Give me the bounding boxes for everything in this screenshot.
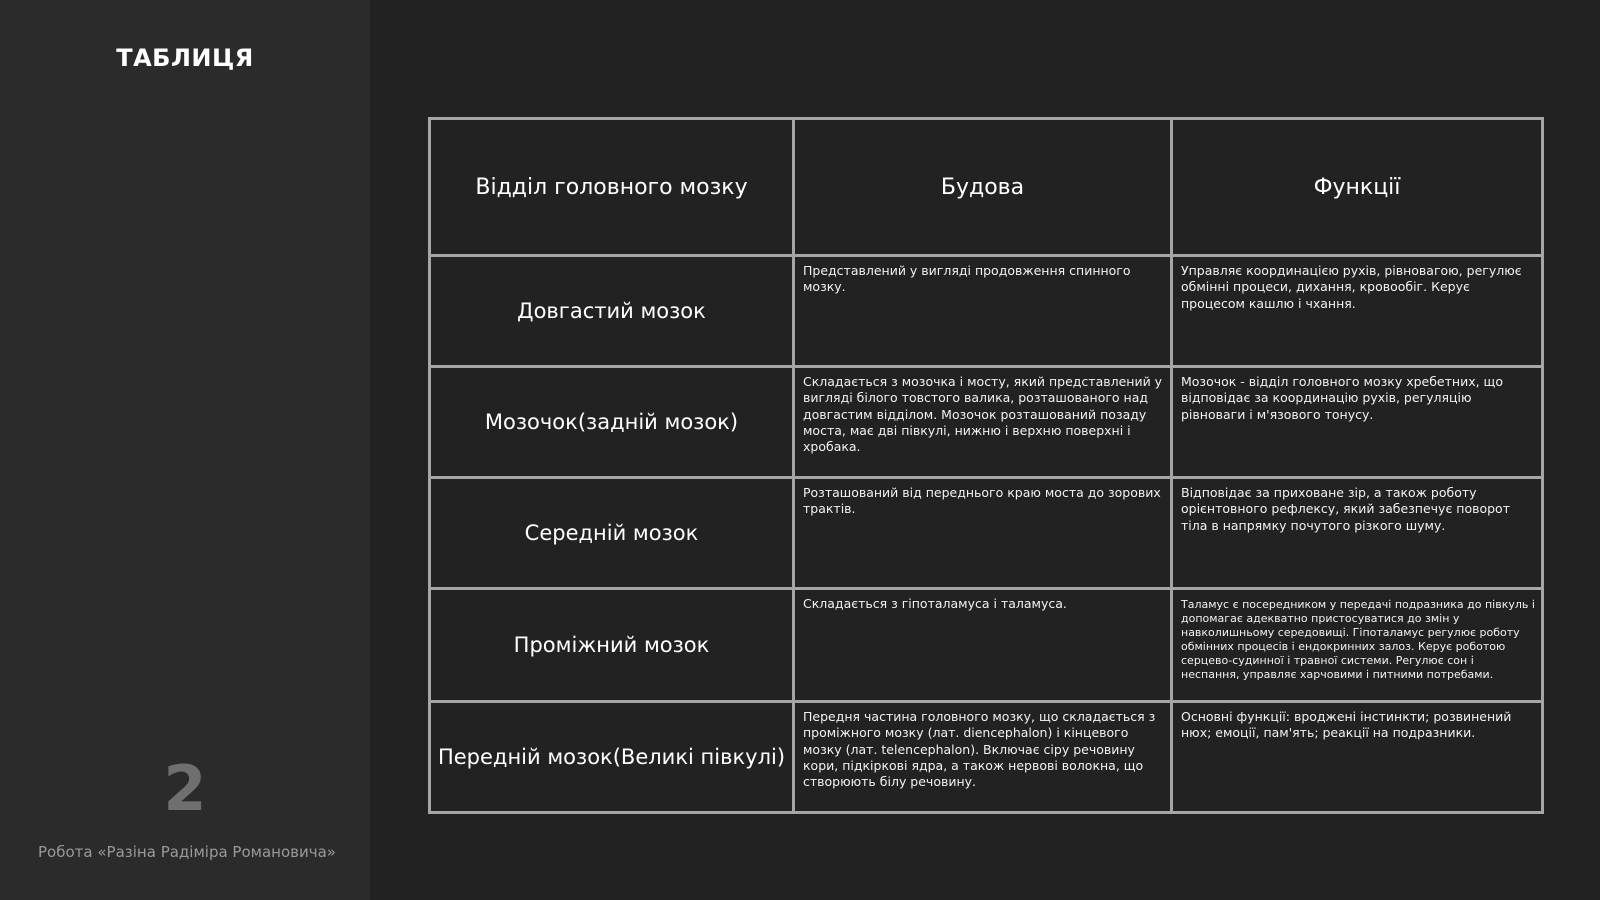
section-cell: Довгастий мозок	[430, 256, 794, 367]
brain-sections-table	[428, 117, 1544, 814]
functions-cell: Відповідає за приховане зір, а також роботу орієнтовного рефлексу, який забезпечує поворот тіла в напрямку почутого різкого шуму.	[1172, 478, 1543, 589]
table-header-row	[430, 119, 1543, 256]
section-cell: Передній мозок(Великі півкулі)	[430, 702, 794, 813]
header-section: Відділ головного мозку	[430, 119, 794, 256]
functions-cell: Мозочок - відділ головного мозку хребетних, що відповідає за координацію рухів, регуляцію рівноваги і м'язового тонусу.	[1172, 367, 1543, 478]
structure-cell: Передня частина головного мозку, що складається з проміжного мозку (лат. diencephalon) і кінцевого мозку (лат. telencephalon). Включає сіру речовину кори, підкіркові ядра, а також нервові волокна, що створюють білу речовину.	[794, 702, 1172, 813]
section-cell: Проміжний мозок	[430, 589, 794, 702]
slide-title: ТАБЛИЦЯ	[116, 44, 254, 72]
table-row	[430, 256, 1543, 367]
page-number: 2	[163, 752, 207, 825]
table-row	[430, 589, 1543, 702]
header-functions: Функції	[1172, 119, 1543, 256]
sidebar	[0, 0, 370, 900]
functions-cell: Таламус є посередником у передачі подразника до півкуль і допомагає адекватно пристосуватися до змін у навколишньому середовищі. Гіпоталамус регулює роботу обмінних процесів і ендокринних залоз. Керує роботою серцево-судинної і травної системи. Регулює сон і неспання, управляє харчовими і питними потребами.	[1172, 589, 1543, 702]
table-row	[430, 478, 1543, 589]
table-row	[430, 367, 1543, 478]
structure-cell: Складається з мозочка і мосту, який представлений у вигляді білого товстого валика, розташованого над довгастим відділом. Мозочок розташований позаду моста, має дві півкулі, нижню і верхню поверхні і хробака.	[794, 367, 1172, 478]
header-structure: Будова	[794, 119, 1172, 256]
author-credit: Робота «Разіна Радіміра Романовича»	[38, 843, 336, 861]
section-cell: Середній мозок	[430, 478, 794, 589]
structure-cell: Представлений у вигляді продовження спинного мозку.	[794, 256, 1172, 367]
functions-cell: Основні функції: вроджені інстинкти; розвинений нюх; емоції, пам'ять; реакції на подразники.	[1172, 702, 1543, 813]
table-row	[430, 702, 1543, 813]
functions-cell: Управляє координацією рухів, рівновагою, регулює обмінні процеси, дихання, кровообіг. Керує процесом кашлю і чхання.	[1172, 256, 1543, 367]
brain-table-container	[428, 117, 1541, 814]
structure-cell: Розташований від переднього краю моста до зорових трактів.	[794, 478, 1172, 589]
structure-cell: Складається з гіпоталамуса і таламуса.	[794, 589, 1172, 702]
section-cell: Мозочок(задній мозок)	[430, 367, 794, 478]
